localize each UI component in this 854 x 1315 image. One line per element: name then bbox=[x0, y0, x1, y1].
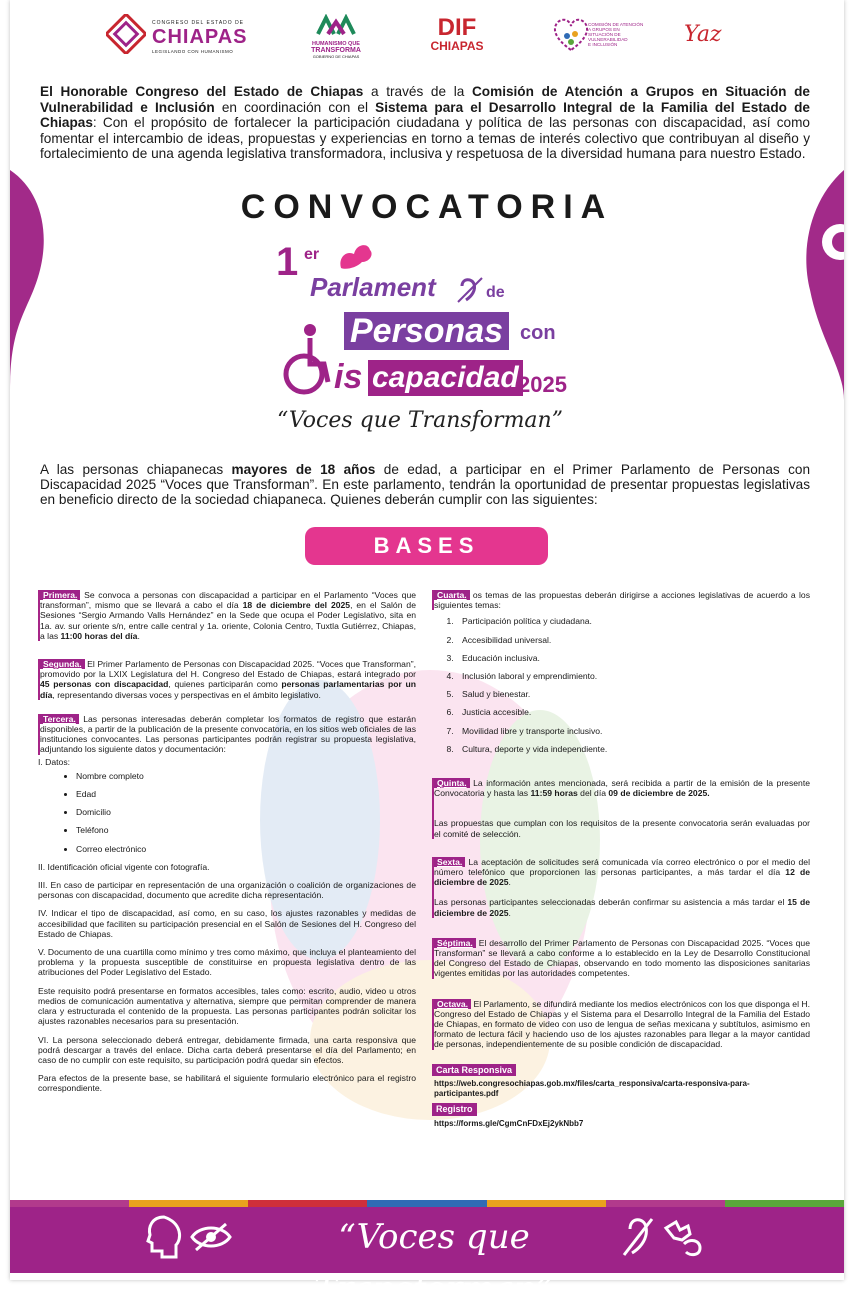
comision-logo bbox=[552, 18, 590, 57]
base-sexta bbox=[432, 857, 810, 918]
intro-text-2: en coordinación con el bbox=[214, 99, 376, 115]
tema-item: 5. Salud y bienestar. bbox=[456, 689, 810, 699]
datos-list bbox=[38, 771, 416, 854]
color-stripe bbox=[10, 1200, 844, 1207]
humanismo-emblem-icon bbox=[314, 14, 358, 36]
sexta-text-1: La aceptación de solicitudes será comunicada vía correo electrónico o por el medio del número telefónico que proporcionen las personas participantes, a más tardar el día bbox=[434, 856, 810, 878]
tag-octava: Octava. bbox=[434, 999, 471, 1009]
comision-line4: VULNERABILIDAD bbox=[588, 37, 628, 42]
head-profile-icon bbox=[146, 1215, 182, 1259]
humanismo-line3: GOBIERNO DE CHIAPAS bbox=[312, 54, 360, 59]
tag-septima: Séptima. bbox=[434, 938, 476, 948]
tag-segunda: Segunda. bbox=[40, 659, 85, 669]
humanismo-line2: TRANSFORMA bbox=[311, 47, 361, 54]
stripe-segment bbox=[129, 1200, 248, 1207]
comision-line3: SITUACIÓN DE bbox=[588, 32, 621, 37]
tema-item: 4. Inclusión laboral y emprendimiento. bbox=[456, 671, 810, 681]
dif-sub-text: CHIAPAS bbox=[430, 39, 484, 53]
quinta-bold-1: 11:59 horas bbox=[530, 788, 578, 799]
dif-logo bbox=[426, 16, 488, 53]
tema-item: 8. Cultura, deporte y vida independiente. bbox=[456, 744, 810, 754]
segunda-text-2: , quienes participarán como bbox=[168, 679, 282, 690]
right-column bbox=[432, 590, 810, 1133]
eye-slash-icon bbox=[190, 1222, 232, 1252]
base-septima bbox=[432, 938, 810, 979]
humanismo-line1: HUMANISMO QUE bbox=[312, 41, 360, 47]
left-column bbox=[38, 590, 416, 1102]
bases-heading: BASES bbox=[305, 527, 548, 565]
carta-responsiva-block bbox=[432, 1064, 810, 1129]
quinta-bold-2: 09 de diciembre de 2025. bbox=[608, 788, 710, 799]
requisito-ii: II. Identificación oficial vigente con fotografía. bbox=[38, 861, 210, 872]
event-logo-year: 2025 bbox=[518, 372, 567, 397]
congreso-sub-text: LEGISLANDO CON HUMANISMO bbox=[152, 49, 234, 54]
base-cuarta bbox=[432, 590, 810, 610]
dif-main-text: DIF bbox=[437, 14, 477, 41]
signature-logo: Yaz bbox=[684, 22, 722, 47]
tag-sexta: Sexta. bbox=[434, 857, 465, 867]
base-octava bbox=[432, 999, 810, 1050]
temas-list bbox=[432, 616, 810, 754]
registro-link[interactable]: https://forms.gle/CgmCnFDxEj2ykNbb7 bbox=[434, 1118, 584, 1128]
datos-item: • Nombre completo bbox=[76, 771, 416, 781]
splash-icon bbox=[336, 240, 376, 270]
requisito-v: V. Documento de una cuartilla como mínimo y tres como máximo, que incluya el planteamiento del problema y la propuesta susceptible de constituirse en propuesta legislativa dentro de las atribuciones del Poder Legislativo del Estado. bbox=[38, 947, 416, 978]
footer-slogan: “Voces que Transforman” bbox=[314, 1217, 554, 1309]
primera-text-3: . bbox=[137, 630, 140, 641]
datos-item: • Domicilio bbox=[76, 807, 416, 817]
registro-label: Registro bbox=[432, 1103, 477, 1115]
stripe-segment bbox=[248, 1200, 367, 1207]
comision-line2: A GRUPOS EN bbox=[588, 27, 620, 32]
hearing-impaired-icon bbox=[622, 1215, 654, 1257]
intro-text-3: : Con el propósito de fortalecer la participación ciudadana y política de las personas con discapacidad, así como fomentar el intercambio de ideas, propuestas y experiencias en torno a temas de interés colectivo que contribuyan al diseño y fortalecimiento de una agenda legislativa transformadora, inclusiva y respetuosa de la diversidad humana para nuestro Estado. bbox=[40, 115, 810, 162]
requisito-iii: III. En caso de participar en representación de una organización o coalición de organizaciones de personas con discapacidad, documento que acredite dicha representación. bbox=[38, 880, 416, 901]
comision-line1: COMISIÓN DE ATENCIÓN bbox=[588, 22, 644, 27]
lead-text-1: A las personas chiapanecas bbox=[40, 462, 232, 477]
tema-item: 6. Justicia accesible. bbox=[456, 707, 810, 717]
stripe-segment bbox=[367, 1200, 486, 1207]
tag-primera: Primera. bbox=[40, 590, 80, 600]
humanismo-logo bbox=[306, 14, 366, 59]
page-title: CONVOCATORIA bbox=[240, 188, 614, 226]
tema-item: 1. Participación política y ciudadana. bbox=[456, 616, 810, 626]
base-primera bbox=[38, 590, 416, 641]
intro-paragraph bbox=[40, 84, 810, 162]
lead-text-2: de edad, a participar en el Primer Parlamento de Personas con Discapacidad 2025 “Voces que Transforman”. En este parlamento, tendrán la oportunidad de presentar propuestas legislativas en beneficio directo de la sociedad chiapaneca. Quienes deberán cumplir con las siguientes: bbox=[40, 462, 811, 507]
tercera-text-1: Las personas interesadas deberán completar los formatos de registro que estarán disponibles, a partir de la publicación de la presente convocatoria, en los sitios web oficiales de las instituciones convocantes. Las personas participantes podrán registrar su propuesta legislativa, adjuntando los siguiente datos y documentación: bbox=[40, 713, 416, 755]
tag-cuarta: Cuarta. bbox=[434, 590, 470, 600]
requisito-efectos: Para efectos de la presente base, se habilitará el siguiente formulario electrónico para el registro correspondiente. bbox=[38, 1073, 416, 1094]
requisito-formatos: Este requisito podrá presentarse en formatos accesibles, tales como: escrito, audio, video u otros medios de comunicación aumentativa y alternativa, siempre que permitan comprender de manera clara y estructurada el contenido de la propuesta. Las personas participantes podrán solicitar los ajustes razonables necesarios para su presentación. bbox=[38, 985, 416, 1027]
septima-text-1: El desarrollo del Primer Parlamento de Personas con Discapacidad 2025. “Voces que Transforman” se llevará a cabo conforme a lo establecido en la Ley de Desarrollo Constitucional del Congreso del Estado de Chiapas, observando en todo momento las disposiciones sanitarias vigentes emitidas por las autoridades competentes. bbox=[434, 937, 810, 979]
datos-item: • Correo electrónico bbox=[76, 844, 416, 854]
primera-text-2: , en el Salón de Sesiones “Sergio Armando Valls Hernández” en la Sede que ocupa el Poder Legislativo, sita en 1a. av. sur oriente s/n, entre calle central y 1a. oriente, Colonia Centro, Tuxtla Gutiérrez, Chiapas, a las bbox=[40, 600, 416, 641]
segunda-text-1: El Primer Parlamento de Personas con Discapacidad 2025. “Voces que Transforman”, promovido por la LXIX Legislatura del H. Congreso del Estado de Chiapas, estará integrado por bbox=[40, 659, 416, 680]
primera-bold-1: 18 de diciembre del 2025 bbox=[242, 600, 351, 611]
comision-line5: E INCLUSIÓN bbox=[588, 42, 618, 47]
datos-label: I. Datos: bbox=[38, 756, 70, 767]
datos-item: • Edad bbox=[76, 789, 416, 799]
requisito-vi: VI. La persona seleccionado deberá entregar, debidamente firmada, una carta responsiva que podrá descargar a través del enlace. Dicha carta deberá presentarse el día del Parlamento; en caso de no cumplir con este requisito, su participación podrá quedar sin efectos. bbox=[38, 1034, 416, 1065]
tema-item: 3. Educación inclusiva. bbox=[456, 653, 810, 663]
congreso-top-text: CONGRESO DEL ESTADO DE bbox=[152, 20, 245, 26]
intro-bold-2: Comisión de Atención a Grupos en Situación de Vulnerabilidad e Inclusión bbox=[40, 84, 810, 115]
event-logo-line1: Parlament bbox=[310, 272, 436, 302]
datos-item: • Teléfono bbox=[76, 825, 416, 835]
quinta-text-2: del día bbox=[577, 788, 609, 799]
sign-language-icon bbox=[660, 1218, 706, 1258]
cuarta-text-1: os temas de las propuestas deberán dirigirse a acciones legislativas de acuerdo a los siguientes temas: bbox=[434, 590, 810, 611]
primera-text-1: Se convoca a personas con discapacidad a participar en el Parlamento “Voces que transforman”, mismo que se llevará a cabo el día bbox=[40, 590, 416, 611]
segunda-bold-2: personas parlamentarias por un día bbox=[40, 679, 416, 700]
octava-text-1: El Parlamento, se difundirá mediante los medios electrónicos con los que disponga el H. Congreso del Estado de Chiapas y el Sistema para el Desarrollo Integral de la Familia del Estado de Chiapas, en formato de video con uso de lengua de señas mexicana y subtítulos, asimismo en formato de lectura fácil y haciendo uso de los ajustes razonables para llegar a la mayor cantidad de personas, independientemente de su posible condición de discapacidad. bbox=[434, 998, 810, 1050]
quinta-text-1: La información antes mencionada, será recibida a partir de la emisión de la presente Convocatoria y hasta las bbox=[434, 778, 810, 799]
event-logo-sup: er bbox=[304, 246, 320, 263]
comision-text bbox=[588, 22, 643, 47]
wheelchair-icon bbox=[280, 322, 332, 396]
carta-responsiva-link[interactable]: https://web.congresochiapas.gob.mx/files/carta_responsiva/carta-responsiva-para-participantes.pdf bbox=[434, 1078, 750, 1099]
heart-emblem-icon bbox=[552, 18, 590, 52]
congreso-main-text: CHIAPAS bbox=[152, 26, 248, 48]
event-logo-line3a: is bbox=[334, 358, 363, 396]
intro-bold-1: El Honorable Congreso del Estado de Chiapas bbox=[40, 84, 364, 99]
stripe-segment bbox=[606, 1200, 725, 1207]
tag-quinta: Quinta. bbox=[434, 778, 470, 788]
base-segunda bbox=[38, 659, 416, 700]
event-logo-con: con bbox=[520, 322, 556, 344]
event-logo bbox=[276, 240, 576, 440]
quinta-paragraph-2: Las propuestas que cumplan con los requisitos de la presente convocatoria serán evaluadas por el comité de selección. bbox=[434, 818, 810, 839]
segunda-text-3: , representando diversas voces y perspectivas en el ámbito legislativo. bbox=[52, 689, 321, 700]
event-logo-slogan: “Voces que Transforman” bbox=[277, 408, 563, 433]
segunda-bold-1: 45 personas con discapacidad bbox=[40, 679, 169, 690]
logo-bar bbox=[0, 8, 854, 70]
sexta-bold-2: 15 de diciembre de 2025 bbox=[434, 897, 810, 918]
event-logo-line2: Personas bbox=[344, 312, 509, 350]
tema-item: 2. Accesibilidad universal. bbox=[456, 635, 810, 645]
hearing-icon bbox=[456, 276, 484, 304]
stripe-segment bbox=[10, 1200, 129, 1207]
congreso-logo bbox=[152, 20, 248, 54]
lead-bold-1: mayores de 18 años bbox=[231, 462, 376, 477]
sexta-bold-1: 12 de diciembre de 2025 bbox=[434, 867, 810, 888]
sexta-text-3: Las personas participantes seleccionadas deberán confirmar su asistencia a más tardar el bbox=[434, 897, 788, 908]
tema-item: 7. Movilidad libre y transporte inclusivo. bbox=[456, 726, 810, 736]
base-quinta bbox=[432, 778, 810, 839]
sexta-text-4: . bbox=[508, 907, 511, 918]
event-logo-number: 1 bbox=[276, 240, 299, 284]
tag-tercera: Tercera. bbox=[40, 714, 79, 724]
base-tercera bbox=[38, 714, 416, 755]
congreso-emblem-icon bbox=[106, 14, 146, 54]
lead-paragraph bbox=[40, 462, 810, 507]
carta-responsiva-label: Carta Responsiva bbox=[432, 1064, 516, 1076]
stripe-segment bbox=[725, 1200, 844, 1207]
event-logo-de: de bbox=[486, 284, 505, 301]
sexta-text-2: . bbox=[508, 877, 511, 888]
primera-bold-2: 11:00 horas del día bbox=[60, 630, 138, 641]
intro-bold-3: Sistema para el Desarrollo Integral de la Familia del Estado de Chiapas bbox=[40, 99, 810, 131]
event-logo-line3b: capacidad bbox=[368, 360, 523, 396]
intro-text-1: a través de la bbox=[363, 84, 472, 99]
requisito-iv: IV. Indicar el tipo de discapacidad, así como, en su caso, los ajustes razonables y medidas de accesibilidad que faciliten su participación presencial en el Salón de Sesiones del H. Congreso del Estado de Chiapas. bbox=[38, 908, 416, 939]
stripe-segment bbox=[487, 1200, 606, 1207]
